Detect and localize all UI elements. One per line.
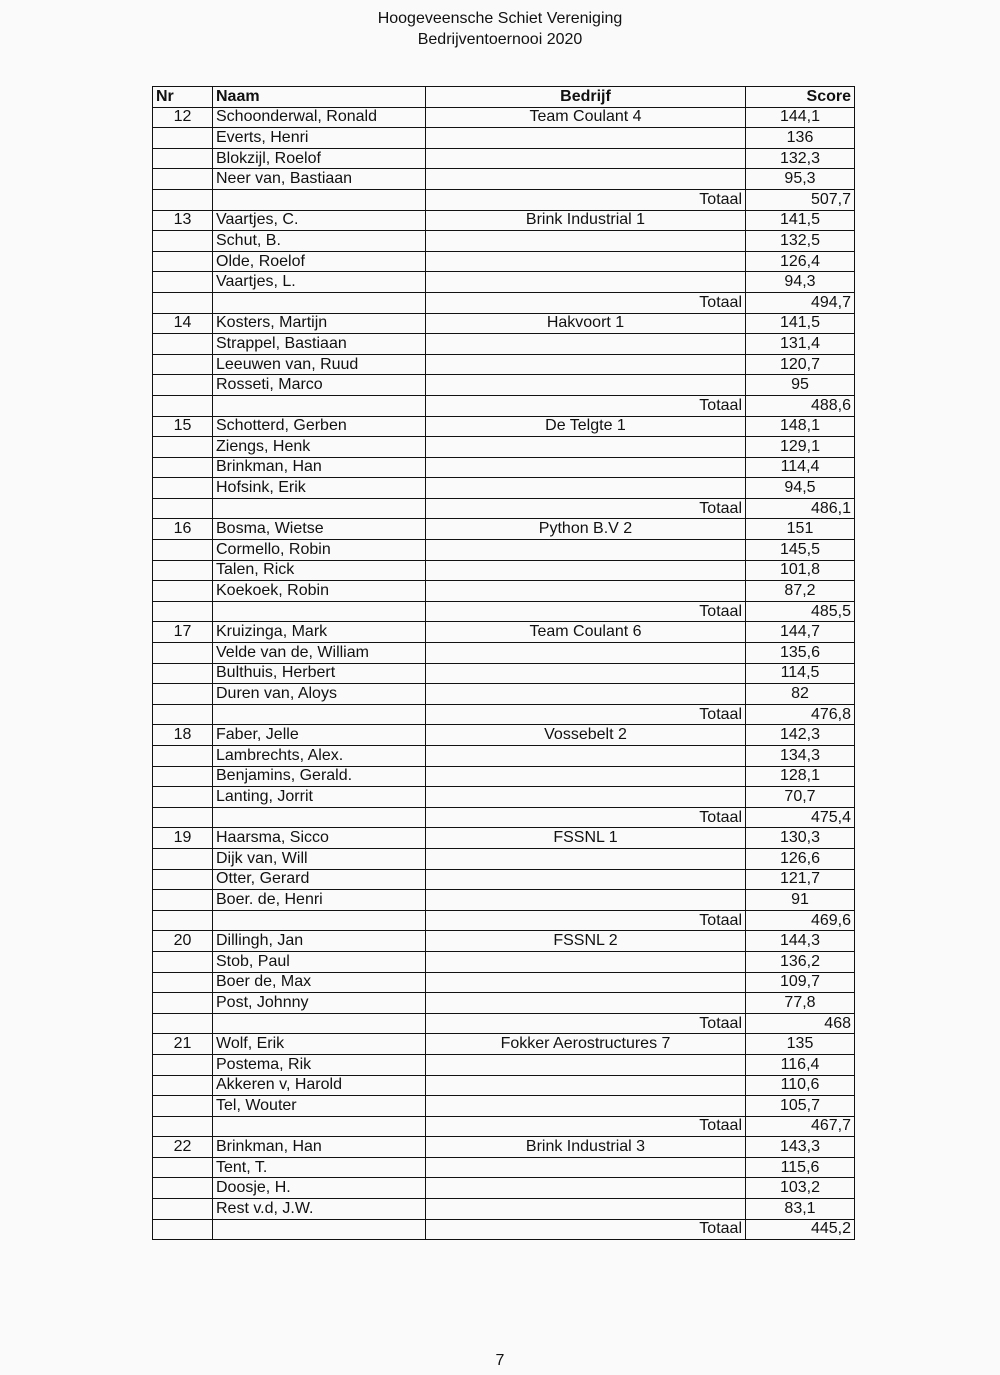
- table-row: [153, 725, 855, 746]
- header-row: [153, 87, 855, 108]
- member-name: Schoonderwal, Ronald: [213, 107, 426, 128]
- team-number: [153, 560, 213, 581]
- member-name: Strappel, Bastiaan: [213, 334, 426, 355]
- member-name: Stob, Paul: [213, 951, 426, 972]
- member-score: 121,7: [746, 869, 855, 890]
- team-number: [153, 354, 213, 375]
- team-number: [153, 848, 213, 869]
- column-header-naam: Naam: [213, 87, 426, 108]
- member-score: 144,7: [746, 622, 855, 643]
- empty-cell: [153, 498, 213, 519]
- team-number: [153, 148, 213, 169]
- member-name: Akkeren v, Harold: [213, 1075, 426, 1096]
- table-row: [153, 787, 855, 808]
- team-number: 18: [153, 725, 213, 746]
- total-row: [153, 498, 855, 519]
- team-number: 16: [153, 519, 213, 540]
- company-name: Vossebelt 2: [426, 725, 746, 746]
- table-row: [153, 1178, 855, 1199]
- member-name: Dillingh, Jan: [213, 931, 426, 952]
- member-name: Olde, Roelof: [213, 251, 426, 272]
- member-name: Duren van, Aloys: [213, 684, 426, 705]
- company-name: Hakvoort 1: [426, 313, 746, 334]
- team-number: [153, 890, 213, 911]
- member-name: Cormello, Robin: [213, 540, 426, 561]
- team-number: [153, 1096, 213, 1117]
- member-score: 130,3: [746, 828, 855, 849]
- total-row: [153, 1116, 855, 1137]
- company-name: [426, 560, 746, 581]
- total-label: Totaal: [426, 498, 746, 519]
- table-row: [153, 890, 855, 911]
- member-name: Hofsink, Erik: [213, 478, 426, 499]
- team-number: [153, 766, 213, 787]
- team-number: [153, 869, 213, 890]
- member-name: Ziengs, Henk: [213, 437, 426, 458]
- team-number: [153, 951, 213, 972]
- empty-cell: [153, 704, 213, 725]
- member-score: 91: [746, 890, 855, 911]
- empty-cell: [153, 1116, 213, 1137]
- team-number: [153, 540, 213, 561]
- member-name: Benjamins, Gerald.: [213, 766, 426, 787]
- team-number: 13: [153, 210, 213, 231]
- member-score: 105,7: [746, 1096, 855, 1117]
- company-name: [426, 128, 746, 149]
- table-row: [153, 560, 855, 581]
- member-name: Lambrechts, Alex.: [213, 746, 426, 767]
- table-row: [153, 581, 855, 602]
- table-row: [153, 1137, 855, 1158]
- column-header-bedrijf: Bedrijf: [426, 87, 746, 108]
- table-row: [153, 107, 855, 128]
- company-name: [426, 1157, 746, 1178]
- company-name: [426, 1199, 746, 1220]
- company-name: [426, 890, 746, 911]
- member-score: 148,1: [746, 416, 855, 437]
- table-row: [153, 1054, 855, 1075]
- team-number: 12: [153, 107, 213, 128]
- member-name: Doosje, H.: [213, 1178, 426, 1199]
- team-number: [153, 1157, 213, 1178]
- member-score: 120,7: [746, 354, 855, 375]
- team-number: 17: [153, 622, 213, 643]
- team-number: [153, 375, 213, 396]
- empty-cell: [153, 292, 213, 313]
- member-name: Everts, Henri: [213, 128, 426, 149]
- company-name: [426, 375, 746, 396]
- member-score: 110,6: [746, 1075, 855, 1096]
- column-header-nr: Nr: [153, 87, 213, 108]
- team-number: 21: [153, 1034, 213, 1055]
- table-row: [153, 437, 855, 458]
- member-score: 70,7: [746, 787, 855, 808]
- company-name: Python B.V 2: [426, 519, 746, 540]
- table-row: [153, 951, 855, 972]
- table-row: [153, 1034, 855, 1055]
- table-row: [153, 519, 855, 540]
- total-row: [153, 292, 855, 313]
- table-row: [153, 684, 855, 705]
- table-row: [153, 457, 855, 478]
- company-name: Brink Industrial 1: [426, 210, 746, 231]
- total-row: [153, 704, 855, 725]
- table-row: [153, 766, 855, 787]
- team-number: [153, 993, 213, 1014]
- empty-cell: [153, 1219, 213, 1240]
- member-name: Talen, Rick: [213, 560, 426, 581]
- team-number: 20: [153, 931, 213, 952]
- team-total-score: 475,4: [746, 807, 855, 828]
- company-name: [426, 457, 746, 478]
- team-total-score: 494,7: [746, 292, 855, 313]
- table-row: [153, 1199, 855, 1220]
- member-name: Vaartjes, L.: [213, 272, 426, 293]
- total-row: [153, 807, 855, 828]
- company-name: [426, 643, 746, 664]
- table-row: [153, 848, 855, 869]
- member-score: 132,3: [746, 148, 855, 169]
- table-row: [153, 869, 855, 890]
- company-name: De Telgte 1: [426, 416, 746, 437]
- member-name: Bulthuis, Herbert: [213, 663, 426, 684]
- member-name: Post, Johnny: [213, 993, 426, 1014]
- team-number: [153, 437, 213, 458]
- member-name: Blokzijl, Roelof: [213, 148, 426, 169]
- company-name: [426, 993, 746, 1014]
- empty-cell: [153, 807, 213, 828]
- member-score: 114,5: [746, 663, 855, 684]
- empty-cell: [213, 189, 426, 210]
- total-label: Totaal: [426, 807, 746, 828]
- member-name: Schotterd, Gerben: [213, 416, 426, 437]
- total-label: Totaal: [426, 395, 746, 416]
- total-label: Totaal: [426, 1013, 746, 1034]
- member-score: 87,2: [746, 581, 855, 602]
- company-name: [426, 272, 746, 293]
- team-number: [153, 478, 213, 499]
- table-row: [153, 972, 855, 993]
- member-name: Rosseti, Marco: [213, 375, 426, 396]
- document-subtitle: Bedrijventoernooi 2020: [417, 31, 583, 48]
- empty-cell: [213, 1013, 426, 1034]
- empty-cell: [153, 601, 213, 622]
- team-number: 15: [153, 416, 213, 437]
- team-number: [153, 1199, 213, 1220]
- member-score: 109,7: [746, 972, 855, 993]
- company-name: [426, 766, 746, 787]
- table-row: [153, 169, 855, 190]
- table-row: [153, 663, 855, 684]
- member-score: 101,8: [746, 560, 855, 581]
- member-score: 144,1: [746, 107, 855, 128]
- team-total-score: 467,7: [746, 1116, 855, 1137]
- member-score: 135,6: [746, 643, 855, 664]
- company-name: [426, 540, 746, 561]
- member-score: 103,2: [746, 1178, 855, 1199]
- empty-cell: [213, 910, 426, 931]
- company-name: [426, 169, 746, 190]
- member-name: Leeuwen van, Ruud: [213, 354, 426, 375]
- table-row: [153, 622, 855, 643]
- company-name: [426, 354, 746, 375]
- company-name: [426, 251, 746, 272]
- member-name: Postema, Rik: [213, 1054, 426, 1075]
- member-score: 83,1: [746, 1199, 855, 1220]
- empty-cell: [213, 498, 426, 519]
- team-number: [153, 1075, 213, 1096]
- document-header: [0, 8, 1000, 50]
- table-row: [153, 251, 855, 272]
- table-row: [153, 231, 855, 252]
- member-score: 95,3: [746, 169, 855, 190]
- member-score: 131,4: [746, 334, 855, 355]
- member-score: 141,5: [746, 313, 855, 334]
- member-name: Otter, Gerard: [213, 869, 426, 890]
- member-score: 129,1: [746, 437, 855, 458]
- team-total-score: 469,6: [746, 910, 855, 931]
- team-number: [153, 251, 213, 272]
- member-score: 95: [746, 375, 855, 396]
- table-row: [153, 993, 855, 1014]
- total-label: Totaal: [426, 189, 746, 210]
- team-number: 22: [153, 1137, 213, 1158]
- table-row: [153, 148, 855, 169]
- table-body: [153, 107, 855, 1240]
- table-row: [153, 375, 855, 396]
- company-name: [426, 869, 746, 890]
- member-score: 134,3: [746, 746, 855, 767]
- company-name: [426, 581, 746, 602]
- team-number: [153, 1178, 213, 1199]
- team-total-score: 476,8: [746, 704, 855, 725]
- empty-cell: [213, 807, 426, 828]
- table-row: [153, 746, 855, 767]
- member-name: Brinkman, Han: [213, 1137, 426, 1158]
- member-name: Kosters, Martijn: [213, 313, 426, 334]
- table-row: [153, 828, 855, 849]
- total-label: Totaal: [426, 292, 746, 313]
- member-score: 82: [746, 684, 855, 705]
- table-row: [153, 313, 855, 334]
- team-number: 14: [153, 313, 213, 334]
- table-row: [153, 1157, 855, 1178]
- team-number: [153, 663, 213, 684]
- company-name: [426, 951, 746, 972]
- empty-cell: [213, 395, 426, 416]
- team-number: [153, 231, 213, 252]
- member-score: 132,5: [746, 231, 855, 252]
- member-score: 77,8: [746, 993, 855, 1014]
- member-score: 144,3: [746, 931, 855, 952]
- total-row: [153, 395, 855, 416]
- company-name: FSSNL 1: [426, 828, 746, 849]
- empty-cell: [153, 395, 213, 416]
- member-name: Lanting, Jorrit: [213, 787, 426, 808]
- member-name: Tent, T.: [213, 1157, 426, 1178]
- document-title: Hoogeveensche Schiet Vereniging: [377, 10, 623, 27]
- member-name: Wolf, Erik: [213, 1034, 426, 1055]
- team-total-score: 445,2: [746, 1219, 855, 1240]
- table-row: [153, 210, 855, 231]
- member-score: 151: [746, 519, 855, 540]
- company-name: [426, 746, 746, 767]
- team-number: [153, 457, 213, 478]
- company-name: [426, 334, 746, 355]
- company-name: [426, 1054, 746, 1075]
- member-name: Koekoek, Robin: [213, 581, 426, 602]
- table-row: [153, 931, 855, 952]
- member-score: 126,6: [746, 848, 855, 869]
- team-total-score: 488,6: [746, 395, 855, 416]
- total-label: Totaal: [426, 704, 746, 725]
- company-name: Fokker Aerostructures 7: [426, 1034, 746, 1055]
- total-row: [153, 1219, 855, 1240]
- company-name: [426, 231, 746, 252]
- company-name: [426, 848, 746, 869]
- member-name: Faber, Jelle: [213, 725, 426, 746]
- team-number: [153, 972, 213, 993]
- empty-cell: [213, 292, 426, 313]
- member-name: Neer van, Bastiaan: [213, 169, 426, 190]
- member-score: 94,5: [746, 478, 855, 499]
- member-name: Rest v.d, J.W.: [213, 1199, 426, 1220]
- company-name: [426, 663, 746, 684]
- member-score: 114,4: [746, 457, 855, 478]
- team-number: [153, 787, 213, 808]
- team-number: [153, 746, 213, 767]
- table-row: [153, 416, 855, 437]
- table-row: [153, 354, 855, 375]
- member-score: 136,2: [746, 951, 855, 972]
- member-name: Schut, B.: [213, 231, 426, 252]
- empty-cell: [153, 1013, 213, 1034]
- member-score: 142,3: [746, 725, 855, 746]
- member-name: Bosma, Wietse: [213, 519, 426, 540]
- company-name: Team Coulant 4: [426, 107, 746, 128]
- table-row: [153, 478, 855, 499]
- team-number: [153, 643, 213, 664]
- total-row: [153, 189, 855, 210]
- member-score: 128,1: [746, 766, 855, 787]
- member-score: 94,3: [746, 272, 855, 293]
- team-number: [153, 334, 213, 355]
- empty-cell: [213, 1116, 426, 1137]
- company-name: FSSNL 2: [426, 931, 746, 952]
- team-number: 19: [153, 828, 213, 849]
- total-label: Totaal: [426, 910, 746, 931]
- member-name: Boer de, Max: [213, 972, 426, 993]
- empty-cell: [213, 601, 426, 622]
- company-name: [426, 972, 746, 993]
- table-row: [153, 1096, 855, 1117]
- team-number: [153, 684, 213, 705]
- member-score: 135: [746, 1034, 855, 1055]
- team-number: [153, 272, 213, 293]
- empty-cell: [153, 910, 213, 931]
- company-name: [426, 787, 746, 808]
- total-row: [153, 601, 855, 622]
- member-score: 145,5: [746, 540, 855, 561]
- member-score: 126,4: [746, 251, 855, 272]
- total-label: Totaal: [426, 601, 746, 622]
- total-label: Totaal: [426, 1116, 746, 1137]
- team-number: [153, 169, 213, 190]
- table-row: [153, 1075, 855, 1096]
- column-header-score: Score: [746, 87, 855, 108]
- company-name: [426, 684, 746, 705]
- company-name: Brink Industrial 3: [426, 1137, 746, 1158]
- member-score: 141,5: [746, 210, 855, 231]
- member-name: Velde van de, William: [213, 643, 426, 664]
- page-number: 7: [495, 1352, 505, 1369]
- member-name: Tel, Wouter: [213, 1096, 426, 1117]
- company-name: [426, 1178, 746, 1199]
- company-name: Team Coulant 6: [426, 622, 746, 643]
- total-row: [153, 910, 855, 931]
- table-row: [153, 272, 855, 293]
- member-name: Vaartjes, C.: [213, 210, 426, 231]
- team-total-score: 485,5: [746, 601, 855, 622]
- total-row: [153, 1013, 855, 1034]
- total-label: Totaal: [426, 1219, 746, 1240]
- member-score: 143,3: [746, 1137, 855, 1158]
- team-total-score: 468: [746, 1013, 855, 1034]
- table-row: [153, 540, 855, 561]
- team-total-score: 507,7: [746, 189, 855, 210]
- team-number: [153, 128, 213, 149]
- scores-table: [152, 86, 855, 1240]
- table-row: [153, 128, 855, 149]
- member-score: 115,6: [746, 1157, 855, 1178]
- empty-cell: [213, 1219, 426, 1240]
- empty-cell: [213, 704, 426, 725]
- company-name: [426, 1075, 746, 1096]
- member-score: 116,4: [746, 1054, 855, 1075]
- member-name: Boer. de, Henri: [213, 890, 426, 911]
- team-number: [153, 581, 213, 602]
- company-name: [426, 148, 746, 169]
- member-name: Brinkman, Han: [213, 457, 426, 478]
- company-name: [426, 1096, 746, 1117]
- member-score: 136: [746, 128, 855, 149]
- empty-cell: [153, 189, 213, 210]
- team-number: [153, 1054, 213, 1075]
- company-name: [426, 478, 746, 499]
- company-name: [426, 437, 746, 458]
- member-name: Dijk van, Will: [213, 848, 426, 869]
- team-total-score: 486,1: [746, 498, 855, 519]
- table-row: [153, 334, 855, 355]
- member-name: Haarsma, Sicco: [213, 828, 426, 849]
- table-row: [153, 643, 855, 664]
- member-name: Kruizinga, Mark: [213, 622, 426, 643]
